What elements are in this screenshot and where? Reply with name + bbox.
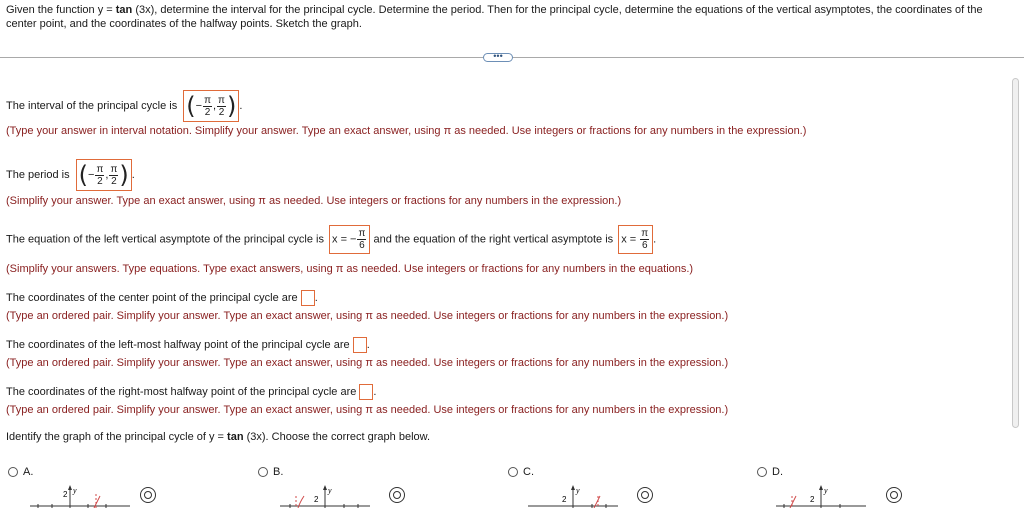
interval-row: The interval of the principal cycle is (− $\frac{\pi}{2}$ , $\frac{\pi}{2}$ ) . bbox=[6, 92, 243, 120]
option-d[interactable]: D. bbox=[757, 466, 783, 478]
period-answer-box[interactable]: (− $\frac{\pi}{2}$ , $\frac{\pi}{2}$ ) bbox=[76, 159, 132, 191]
option-b[interactable]: B. bbox=[258, 466, 283, 478]
interval-hint: (Type your answer in interval notation. Simplify your answer. Type an exact answer, using π as needed. Use integers or fractions for any numbers in the expression.) bbox=[6, 125, 807, 137]
svg-text:y: y bbox=[328, 486, 332, 495]
center-label: The coordinates of the center point of the principal cycle are bbox=[6, 291, 298, 304]
svg-text:y: y bbox=[73, 486, 77, 495]
option-c-zoom-icon[interactable] bbox=[637, 487, 653, 503]
option-d-zoom-icon[interactable] bbox=[886, 487, 902, 503]
center-answer-box[interactable] bbox=[301, 290, 315, 306]
svg-text:2: 2 bbox=[810, 495, 815, 504]
right-halfway-row: The coordinates of the right-most halfway point of the principal cycle are . bbox=[6, 384, 376, 400]
interval-answer-box[interactable]: (− $\frac{\pi}{2}$ , $\frac{\pi}{2}$ ) bbox=[183, 90, 239, 122]
graph-prompt: Identify the graph of the principal cycle of y = tan (3x). Choose the correct graph below. bbox=[6, 431, 431, 443]
svg-text:2: 2 bbox=[63, 490, 68, 499]
right-asymptote-answer-box[interactable]: x = $\frac{\pi}{6}$ bbox=[618, 225, 653, 254]
center-row: The coordinates of the center point of the principal cycle are . bbox=[6, 290, 318, 306]
option-a-zoom-icon[interactable] bbox=[140, 487, 156, 503]
left-halfway-label: The coordinates of the left-most halfway point of the principal cycle are bbox=[6, 338, 350, 351]
option-c[interactable]: C. bbox=[508, 466, 534, 478]
right-halfway-answer-box[interactable] bbox=[359, 384, 373, 400]
option-d-graph bbox=[776, 484, 886, 508]
option-d-radio[interactable] bbox=[757, 467, 767, 477]
left-halfway-hint: (Type an ordered pair. Simplify your answer. Type an exact answer, using π as needed. Use integers or fractions for any numbers in the expression.) bbox=[6, 357, 729, 369]
option-c-graph bbox=[528, 484, 638, 508]
right-asymptote-label: and the equation of the right vertical asymptote is bbox=[373, 233, 614, 246]
svg-text:2: 2 bbox=[562, 495, 567, 504]
svg-text:y: y bbox=[824, 486, 828, 495]
option-a-radio[interactable] bbox=[8, 467, 18, 477]
left-asymptote-answer-box[interactable]: x = − $\frac{\pi}{6}$ bbox=[329, 225, 370, 254]
period-hint: (Simplify your answer. Type an exact answer, using π as needed. Use integers or fractions for any numbers in the expression.) bbox=[6, 195, 622, 207]
left-halfway-answer-box[interactable] bbox=[353, 337, 367, 353]
scrollbar[interactable] bbox=[1012, 78, 1019, 428]
right-halfway-hint: (Type an ordered pair. Simplify your answer. Type an exact answer, using π as needed. Use integers or fractions for any numbers in the expression.) bbox=[6, 404, 729, 416]
left-halfway-row: The coordinates of the left-most halfway point of the principal cycle are . bbox=[6, 337, 370, 353]
interval-label: The interval of the principal cycle is bbox=[6, 99, 178, 112]
question-text: Given the function y = tan (3x), determine the interval for the principal cycle. Determine the period. Then for the principal cycle, determine the equations of the vertical asymptotes, the coordinates of the center point, and the coordinates of the halfway points. Sketch the graph. bbox=[6, 4, 983, 30]
center-hint: (Type an ordered pair. Simplify your answer. Type an exact answer, using π as needed. Use integers or fractions for any numbers in the expression.) bbox=[6, 310, 729, 322]
option-a-graph bbox=[30, 484, 140, 508]
right-halfway-label: The coordinates of the right-most halfway point of the principal cycle are bbox=[6, 385, 357, 398]
option-b-radio[interactable] bbox=[258, 467, 268, 477]
option-b-zoom-icon[interactable] bbox=[389, 487, 405, 503]
svg-text:y: y bbox=[576, 486, 580, 495]
asymptote-hint: (Simplify your answers. Type equations. Type exact answers, using π as needed. Use integers or fractions for any numbers in the equations.) bbox=[6, 263, 694, 275]
period-row: The period is (− $\frac{\pi}{2}$ , $\frac{\pi}{2}$ ) . bbox=[6, 161, 135, 189]
option-b-graph bbox=[280, 484, 390, 508]
more-button[interactable]: ••• bbox=[483, 53, 513, 62]
left-asymptote-label: The equation of the left vertical asymptote of the principal cycle is bbox=[6, 233, 324, 246]
option-a[interactable]: A. bbox=[8, 466, 33, 478]
asymptote-row: The equation of the left vertical asymptote of the principal cycle is x = − $\frac{\pi}{6}$ and the equation of the right vertical asymptote is x = $\frac{\pi}{6}$ . bbox=[6, 225, 656, 254]
svg-text:2: 2 bbox=[314, 495, 319, 504]
option-c-radio[interactable] bbox=[508, 467, 518, 477]
period-label: The period is bbox=[6, 168, 70, 181]
